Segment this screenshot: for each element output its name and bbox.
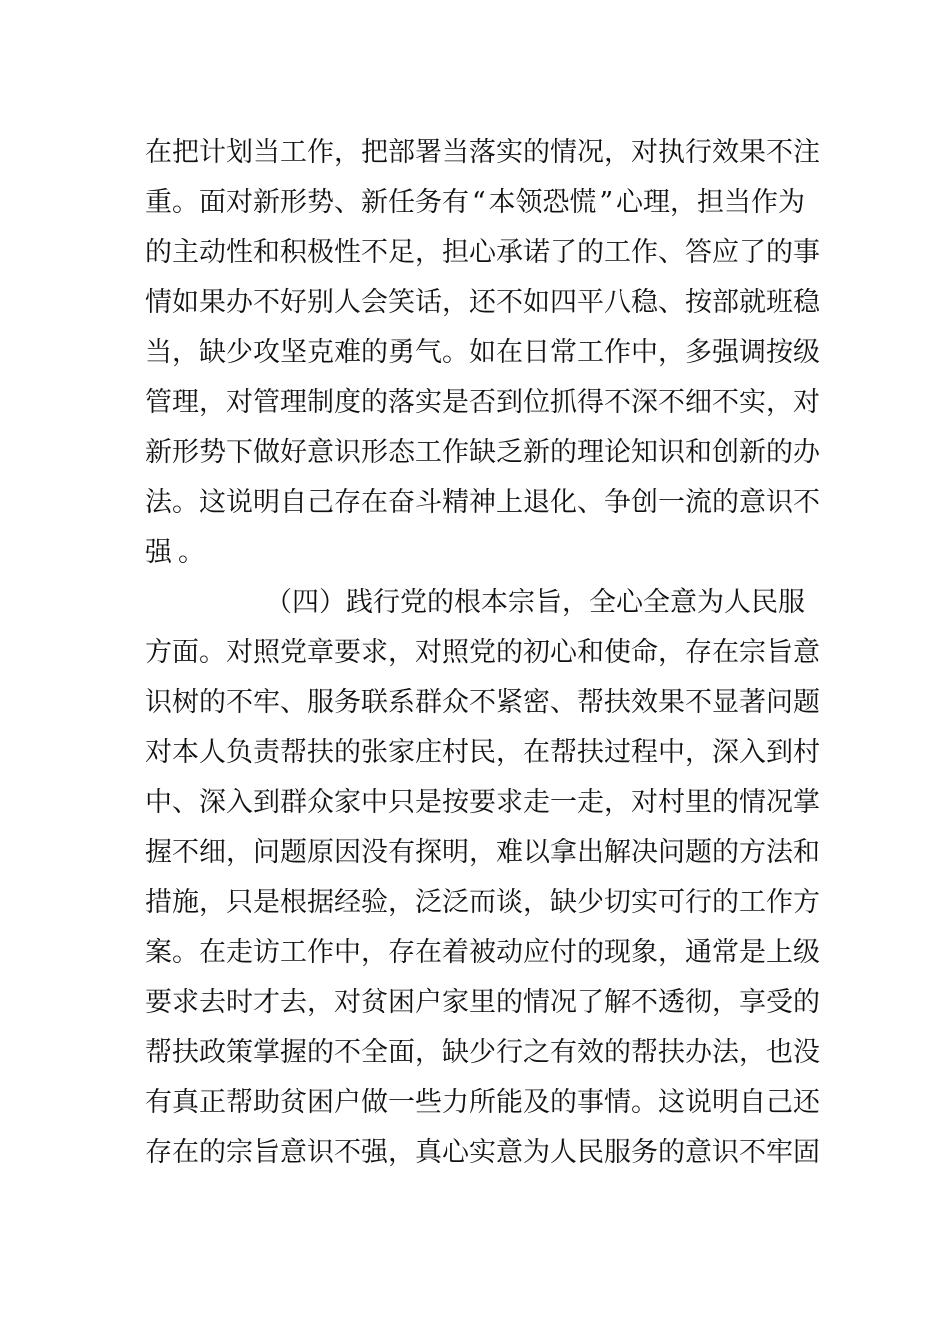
text-line: 措 施 ， 只 是 根 据 经 验 ， 泛 泛 而 谈 ， 缺 少 切 实 可 行 的 工 作 方 xyxy=(145,887,820,918)
text-line: 案 。 在 走 访 工 作 中 ， 存 在 着 被 动 应 付 的 现 象 ， 通 常 是 上 级 xyxy=(145,937,820,968)
text-line: 新 形 势 下 做 好 意 识 形 态 工 作 缺 乏 新 的 理 论 知 识 和 创 新 的 办 xyxy=(145,437,820,468)
text-line: 对 本 人 负 责 帮 扶 的 张 家 庄 村 民 ， 在 帮 扶 过 程 中 ， 深 入 到 村 xyxy=(145,737,820,768)
text-line: 握 不 细 ， 问 题 原 因 没 有 探 明 ， 难 以 拿 出 解 决 问 题 的 方 法 和 xyxy=(145,837,820,868)
text-line: 有 真 正 帮 助 贫 困 户 做 一 些 力 所 能 及 的 事 情 。 这 说 明 自 己 还 xyxy=(145,1087,820,1118)
text-line: 法 。 这 说 明 自 己 存 在 奋 斗 精 神 上 退 化 、 争 创 一 流 的 意 识 不 xyxy=(145,487,820,518)
text-line: 识 树 的 不 牢 、 服 务 联 系 群 众 不 紧 密 、 帮 扶 效 果 不 显 著 问 题 xyxy=(145,687,820,718)
text-line: 方 面 。 对 照 党 章 要 求 ， 对 照 党 的 初 心 和 使 命 ， 存 在 宗 旨 意 xyxy=(145,637,820,668)
text-line: 情 如 果 办 不 好 别 人 会 笑 话 ， 还 不 如 四 平 八 稳 、 按 部 就 班 稳 xyxy=(145,287,820,318)
document-page xyxy=(145,128,820,1178)
section-heading: （四）践行党的根本宗旨，全心全意为人民服 xyxy=(265,587,805,618)
text-line: 的 主 动 性 和 积 极 性 不 足 ， 担 心 承 诺 了 的 工 作 、 答 应 了 的 事 xyxy=(145,237,820,268)
text-line-last: 强。 xyxy=(145,537,211,568)
text-line: 重 。 面 对 新 形 势 、 新 任 务 有 “ 本 领 恐 慌 ” 心 理 ， 担 当 作 为 xyxy=(145,187,805,218)
text-line: 存 在 的 宗 旨 意 识 不 强 ， 真 心 实 意 为 人 民 服 务 的 意 识 不 牢 固 xyxy=(145,1137,820,1168)
text-line: 要 求 去 时 才 去 ， 对 贫 困 户 家 里 的 情 况 了 解 不 透 彻 ， 享 受 的 xyxy=(145,987,820,1018)
paragraph-people-service xyxy=(145,628,820,1178)
text-line: 帮 扶 政 策 掌 握 的 不 全 面 ， 缺 少 行 之 有 效 的 帮 扶 办 法 ， 也 没 xyxy=(145,1037,820,1068)
paragraph-self-criticism-striving xyxy=(145,128,820,578)
text-line: 当 ， 缺 少 攻 坚 克 难 的 勇 气 。 如 在 日 常 工 作 中 ， 多 强 调 按 级 xyxy=(145,337,820,368)
text-line: 在 把 计 划 当 工 作 ， 把 部 署 当 落 实 的 情 况 ， 对 执 行 效 果 不 注 xyxy=(145,137,820,168)
text-line: 管 理 ， 对 管 理 制 度 的 落 实 是 否 到 位 抓 得 不 深 不 细 不 实 ， 对 xyxy=(145,387,820,418)
text-line: 中 、 深 入 到 群 众 家 中 只 是 按 要 求 走 一 走 ， 对 村 里 的 情 况 掌 xyxy=(145,787,820,818)
